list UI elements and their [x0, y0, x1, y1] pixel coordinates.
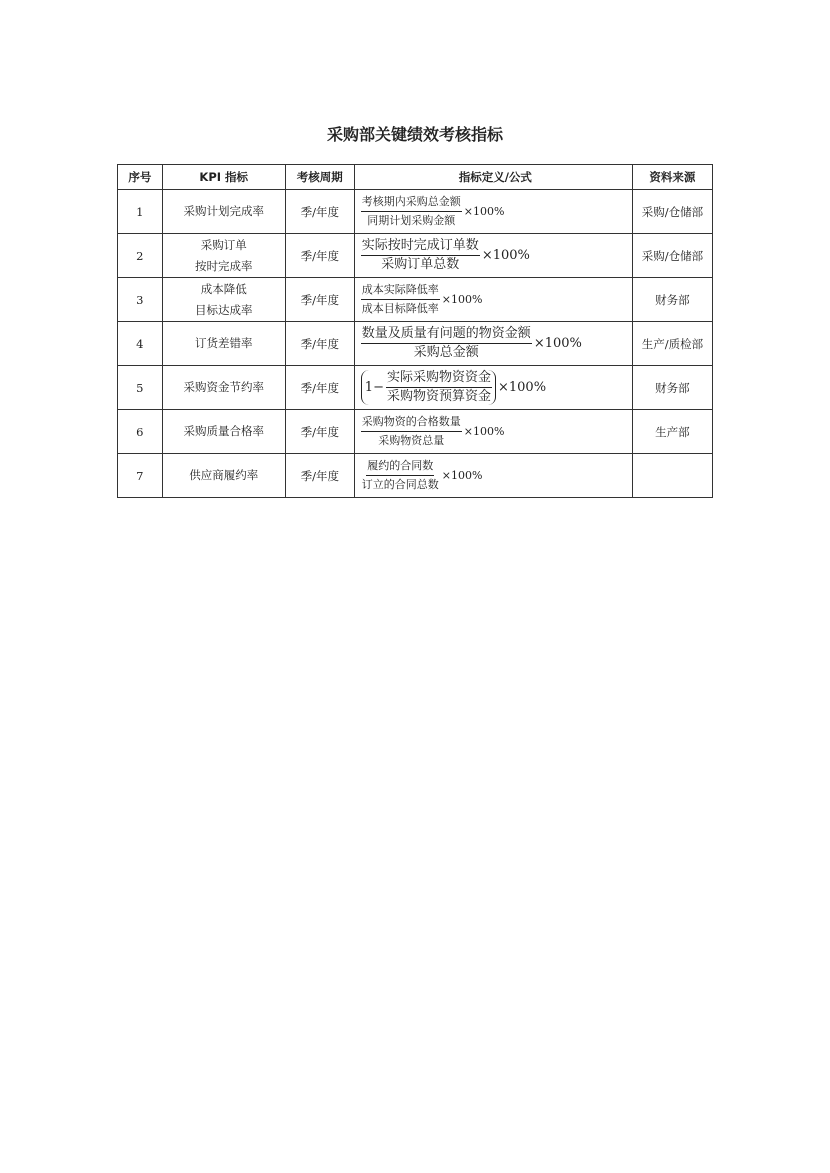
formula-cell: [354, 234, 632, 278]
row-no: 7: [118, 454, 163, 498]
kpi-name-line: 成本降低: [200, 281, 247, 296]
formula: [361, 282, 483, 317]
formula-prefix: 1−: [364, 380, 384, 395]
row-no: 6: [118, 410, 163, 454]
table-header-row: [118, 165, 713, 190]
formula-cell: [354, 278, 632, 322]
table-row: [118, 190, 713, 234]
formula-cell: [354, 366, 632, 410]
denominator: 采购物资预算资金: [386, 389, 491, 404]
kpi-name: [162, 322, 285, 366]
header-source: 资料来源: [632, 165, 712, 190]
fraction: [361, 458, 440, 493]
numerator: 实际采购物资资金: [386, 370, 492, 388]
kpi-name-line: 采购资金节约率: [183, 380, 264, 394]
formula: [361, 194, 505, 229]
kpi-name-line: 按时完成率: [194, 258, 253, 273]
row-no: 2: [118, 234, 163, 278]
period: 季/年度: [285, 366, 354, 410]
kpi-name: [162, 234, 285, 278]
page-title: 采购部关键绩效考核指标: [326, 125, 503, 144]
source: 财务部: [632, 366, 712, 410]
period: 季/年度: [285, 190, 354, 234]
denominator: 采购总金额: [413, 345, 479, 360]
parenthesis-group: [361, 370, 496, 405]
denominator: 采购订单总数: [381, 257, 460, 272]
denominator: 订立的合同总数: [361, 478, 439, 491]
table-row: [118, 234, 713, 278]
kpi-table: [117, 164, 713, 498]
numerator: 采购物资的合格数量: [361, 414, 462, 432]
denominator: 采购物资总量: [378, 434, 445, 447]
denominator: 成本目标降低率: [361, 302, 439, 315]
formula-cell: [354, 322, 632, 366]
formula-cell: [354, 190, 632, 234]
formula: [361, 370, 546, 405]
row-no: 3: [118, 278, 163, 322]
header-no: 序号: [118, 165, 163, 190]
numerator: 履约的合同数: [366, 458, 434, 476]
source: 财务部: [632, 278, 712, 322]
kpi-name-line: 目标达成率: [194, 302, 253, 317]
source: 生产/质检部: [632, 322, 712, 366]
formula: [361, 458, 483, 493]
multiplier: ×100%: [497, 380, 547, 395]
kpi-name: [162, 278, 285, 322]
fraction: [361, 414, 462, 449]
period: 季/年度: [285, 234, 354, 278]
fraction: [386, 370, 492, 405]
source: 采购/仓储部: [632, 234, 712, 278]
denominator: 同期计划采购金额: [367, 214, 456, 227]
row-no: 5: [118, 366, 163, 410]
period: 季/年度: [285, 322, 354, 366]
period: 季/年度: [285, 454, 354, 498]
fraction: [361, 238, 480, 273]
fraction: [361, 326, 532, 361]
period: 季/年度: [285, 410, 354, 454]
period: 季/年度: [285, 278, 354, 322]
multiplier: ×100%: [533, 336, 582, 351]
multiplier: ×100%: [463, 425, 505, 438]
numerator: 考核期内采购总金额: [361, 194, 462, 212]
formula-cell: [354, 454, 632, 498]
numerator: 成本实际降低率: [361, 282, 440, 300]
kpi-name: [162, 454, 285, 498]
formula: [361, 238, 530, 273]
row-no: 4: [118, 322, 163, 366]
table-row: [118, 366, 713, 410]
formula-cell: [354, 410, 632, 454]
numerator: 实际按时完成订单数: [361, 238, 480, 256]
header-period: 考核周期: [285, 165, 354, 190]
kpi-name: [162, 410, 285, 454]
source: [632, 454, 712, 498]
kpi-name-line: 订货差错率: [194, 336, 253, 350]
kpi-name-line: 供应商履约率: [189, 468, 259, 482]
kpi-name: [162, 366, 285, 410]
formula: [361, 414, 505, 449]
formula: [361, 326, 582, 361]
table-row: [118, 454, 713, 498]
multiplier: ×100%: [481, 248, 530, 263]
kpi-name-line: 采购计划完成率: [183, 204, 264, 218]
kpi-name-line: 采购质量合格率: [183, 424, 264, 438]
kpi-name-line: 采购订单: [200, 237, 247, 252]
header-kpi: KPI 指标: [162, 165, 285, 190]
source: 生产部: [632, 410, 712, 454]
kpi-name: [162, 190, 285, 234]
numerator: 数量及质量有问题的物资金额: [361, 326, 532, 344]
source: 采购/仓储部: [632, 190, 712, 234]
header-formula: 指标定义/公式: [354, 165, 632, 190]
table-row: [118, 410, 713, 454]
fraction: [361, 194, 462, 229]
multiplier: ×100%: [463, 205, 505, 218]
table-row: [118, 322, 713, 366]
multiplier: ×100%: [441, 293, 483, 306]
multiplier: ×100%: [441, 469, 483, 482]
row-no: 1: [118, 190, 163, 234]
table-row: [118, 278, 713, 322]
fraction: [361, 282, 440, 317]
